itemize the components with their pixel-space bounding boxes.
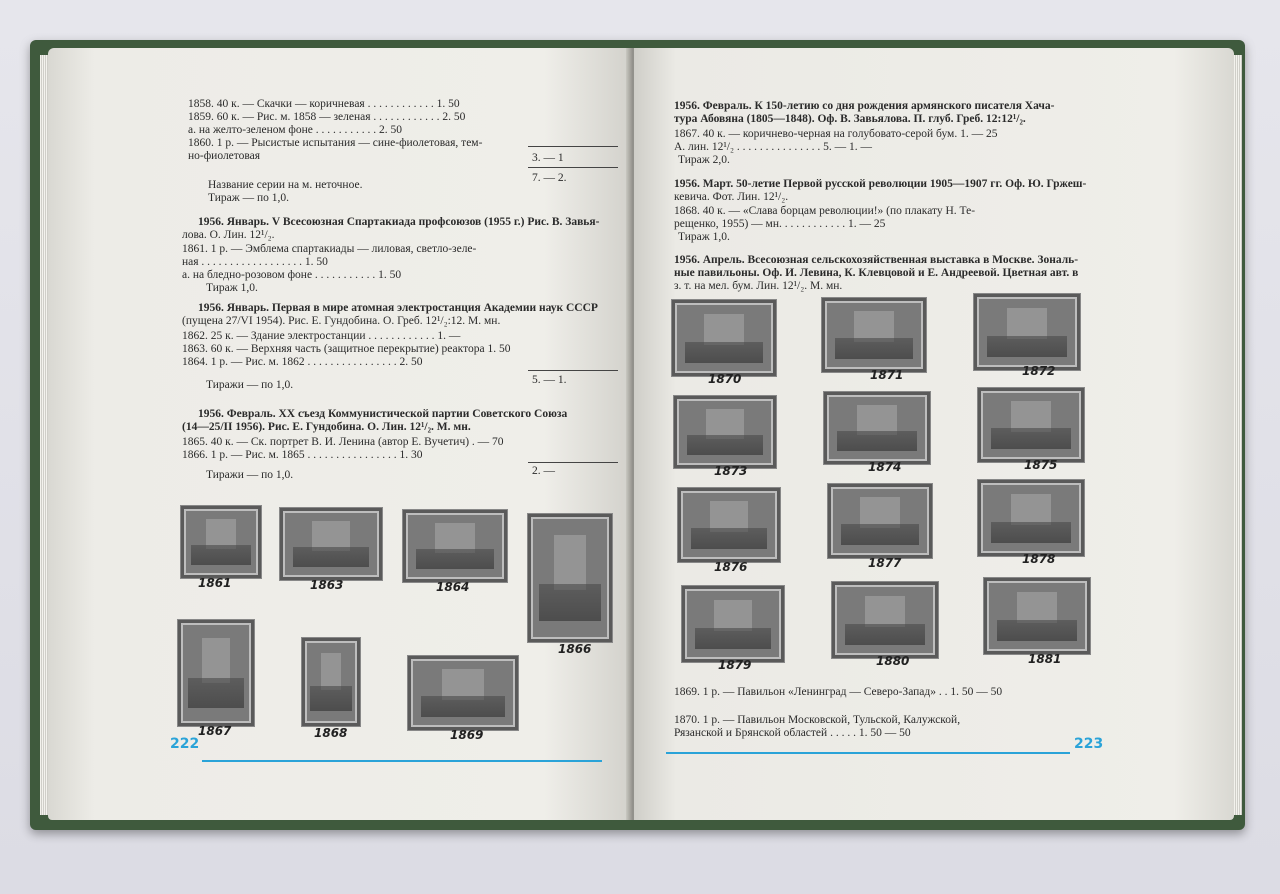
stamp-caption-1878: 1878 <box>1022 552 1056 566</box>
total-congress: 2. — <box>532 465 555 477</box>
entry-1868-cont: рещенко, 1955) — мн. . . . . . . . . . . . 1. — 25 <box>674 218 886 230</box>
stamp-image-1870 <box>672 300 776 376</box>
stamp-caption-1881: 1881 <box>1028 652 1062 666</box>
page-footer-line <box>666 752 1070 754</box>
total-rule <box>528 167 618 168</box>
entry-1867: 1867. 40 к. — коричнево-черная на голубовато-серой бум. 1. — 25 <box>674 128 998 140</box>
total-rule <box>528 146 618 147</box>
stamp-caption-1868: 1868 <box>314 726 348 740</box>
tirazh-congress: Тиражи — по 1,0. <box>206 469 294 481</box>
stamp-caption-1864: 1864 <box>436 580 470 594</box>
section-heading-revolution: 1956. Март. 50-летие Первой русской революции 1905—1907 гг. Оф. Ю. Гржеш- <box>674 178 1087 190</box>
entry-1867a: А. лин. 12¹/₂ . . . . . . . . . . . . . . . 5. — 1. — <box>674 141 873 153</box>
stamp-caption-1866: 1866 <box>558 642 592 656</box>
section-heading-congress-cont: (14—25/II 1956). Рис. Е. Гундобина. О. Лин. 12¹/₂. М. мн. <box>182 421 471 433</box>
tirazh-note: Тираж — по 1,0. <box>208 192 289 204</box>
entry-1870-cont: Рязанской и Брянской областей . . . . . 1. 50 — 50 <box>674 727 911 739</box>
stamp-caption-1871: 1871 <box>870 368 904 382</box>
stamp-image-1880 <box>832 582 938 658</box>
stamp-caption-1863: 1863 <box>310 578 344 592</box>
series-note: Название серии на м. неточное. <box>208 179 363 191</box>
section-heading-spartakiada-cont: лова. О. Лин. 12¹/₂. <box>182 229 275 241</box>
entry-1864: 1864. 1 р. — Рис. м. 1862 . . . . . . . . . . . . . . . . 2. 50 <box>182 356 423 368</box>
right-page <box>634 48 1234 820</box>
stamp-caption-1877: 1877 <box>868 556 902 570</box>
section-heading-atomic: 1956. Январь. Первая в мире атомная электростанция Академии наук СССР <box>198 302 598 314</box>
entry-1860-cont: но-фиолетовая <box>188 150 261 162</box>
entry-1861: 1861. 1 р. — Эмблема спартакиады — лиловая, светло-зеле- <box>182 243 477 255</box>
stamp-image-1872 <box>974 294 1080 370</box>
stamp-image-1866 <box>528 514 612 642</box>
stamp-image-1861 <box>181 506 261 578</box>
stamp-caption-1874: 1874 <box>868 460 902 474</box>
tirazh-spartakiada: Тираж 1,0. <box>206 282 258 294</box>
stamp-image-1874 <box>824 392 930 464</box>
entry-1859a: а. на желто-зеленом фоне . . . . . . . . . . . 2. 50 <box>188 124 402 136</box>
entry-1865: 1865. 40 к. — Ск. портрет В. И. Ленина (автор Е. Вучетич) . — 70 <box>182 436 504 448</box>
entry-1859: 1859. 60 к. — Рис. м. 1858 — зеленая . . . . . . . . . . . . 2. 50 <box>188 111 466 123</box>
stamp-image-1871 <box>822 298 926 372</box>
stamp-image-1878 <box>978 480 1084 556</box>
stamp-caption-1861: 1861 <box>198 576 232 590</box>
stamp-caption-1870: 1870 <box>708 372 742 386</box>
tirazh-atomic: Тиражи — по 1,0. <box>206 379 294 391</box>
tirazh-abovyan: Тираж 2,0. <box>678 154 730 166</box>
left-page <box>48 48 632 820</box>
stamp-caption-1869: 1869 <box>450 728 484 742</box>
stamp-caption-1879: 1879 <box>718 658 752 672</box>
stamp-caption-1875: 1875 <box>1024 458 1058 472</box>
stamp-image-1873 <box>674 396 776 468</box>
stamp-image-1869 <box>408 656 518 730</box>
entry-1870: 1870. 1 р. — Павильон Московской, Тульской, Калужской, <box>674 714 961 726</box>
section-heading-revolution-cont: кевича. Фот. Лин. 12¹/₂. <box>674 191 789 203</box>
total-line-1: 3. — 1 <box>532 152 564 164</box>
stamp-caption-1873: 1873 <box>714 464 748 478</box>
section-heading-spartakiada: 1956. Январь. V Всесоюзная Спартакиада профсоюзов (1955 г.) Рис. В. Завья- <box>198 216 600 228</box>
section-heading-abovyan: 1956. Февраль. К 150-летию со дня рождения армянского писателя Хача- <box>674 100 1055 112</box>
entry-1862: 1862. 25 к. — Здание электростанции . . . . . . . . . . . . 1. — <box>182 330 461 342</box>
section-heading-vskhv-cont: ные павильоны. Оф. И. Левина, К. Клевцовой и Е. Андреевой. Цветная авт. в <box>674 267 1079 279</box>
stamp-image-1864 <box>403 510 507 582</box>
stamp-caption-1872: 1872 <box>1022 364 1056 378</box>
total-rule <box>528 370 618 371</box>
section-heading-atomic-cont: (пущена 27/VI 1954). Рис. Е. Гундобина. О. Греб. 12¹/₂:12. М. мн. <box>182 315 501 327</box>
page-number: 222 <box>170 736 200 752</box>
stamp-image-1867 <box>178 620 254 726</box>
total-line-2: 7. — 2. <box>532 172 567 184</box>
entry-1863: 1863. 60 к. — Верхняя часть (защитное перекрытие) реактора 1. 50 <box>182 343 511 355</box>
stamp-image-1877 <box>828 484 932 558</box>
stamp-caption-1880: 1880 <box>876 654 910 668</box>
stamp-image-1876 <box>678 488 780 562</box>
stamp-image-1863 <box>280 508 382 580</box>
page-footer-line <box>202 760 602 762</box>
entry-1866: 1866. 1 р. — Рис. м. 1865 . . . . . . . . . . . . . . . . 1. 30 <box>182 449 423 461</box>
total-atomic: 5. — 1. <box>532 374 567 386</box>
entry-1868: 1868. 40 к. — «Слава борцам революции!» (по плакату Н. Те- <box>674 205 976 217</box>
entry-1860: 1860. 1 р. — Рысистые испытания — сине-фиолетовая, тем- <box>188 137 483 149</box>
stamp-image-1881 <box>984 578 1090 654</box>
section-heading-congress: 1956. Февраль. XX съезд Коммунистической партии Советского Союза <box>198 408 568 420</box>
stamp-image-1879 <box>682 586 784 662</box>
tirazh-revolution: Тираж 1,0. <box>678 231 730 243</box>
stamp-caption-1876: 1876 <box>714 560 748 574</box>
stamp-caption-1867: 1867 <box>198 724 232 738</box>
total-rule <box>528 462 618 463</box>
entry-1869: 1869. 1 р. — Павильон «Ленинград — Северо-Запад» . . 1. 50 — 50 <box>674 686 1003 698</box>
stamp-image-1875 <box>978 388 1084 462</box>
entry-1858: 1858. 40 к. — Скачки — коричневая . . . . . . . . . . . . 1. 50 <box>188 98 460 110</box>
section-heading-vskhv-cont2: з. т. на мел. бум. Лин. 12¹/₂. М. мн. <box>674 280 843 292</box>
section-heading-vskhv: 1956. Апрель. Всесоюзная сельскохозяйственная выставка в Москве. Зональ- <box>674 254 1079 266</box>
entry-1861a: а. на бледно-розовом фоне . . . . . . . . . . . 1. 50 <box>182 269 402 281</box>
entry-1861-cont: ная . . . . . . . . . . . . . . . . . . 1. 50 <box>182 256 328 268</box>
section-heading-abovyan-cont: тура Абовяна (1805—1848). Оф. В. Завьялова. П. глуб. Греб. 12:12¹/₂. <box>674 113 1026 125</box>
stamp-image-1868 <box>302 638 360 726</box>
page-number: 223 <box>1074 736 1104 752</box>
